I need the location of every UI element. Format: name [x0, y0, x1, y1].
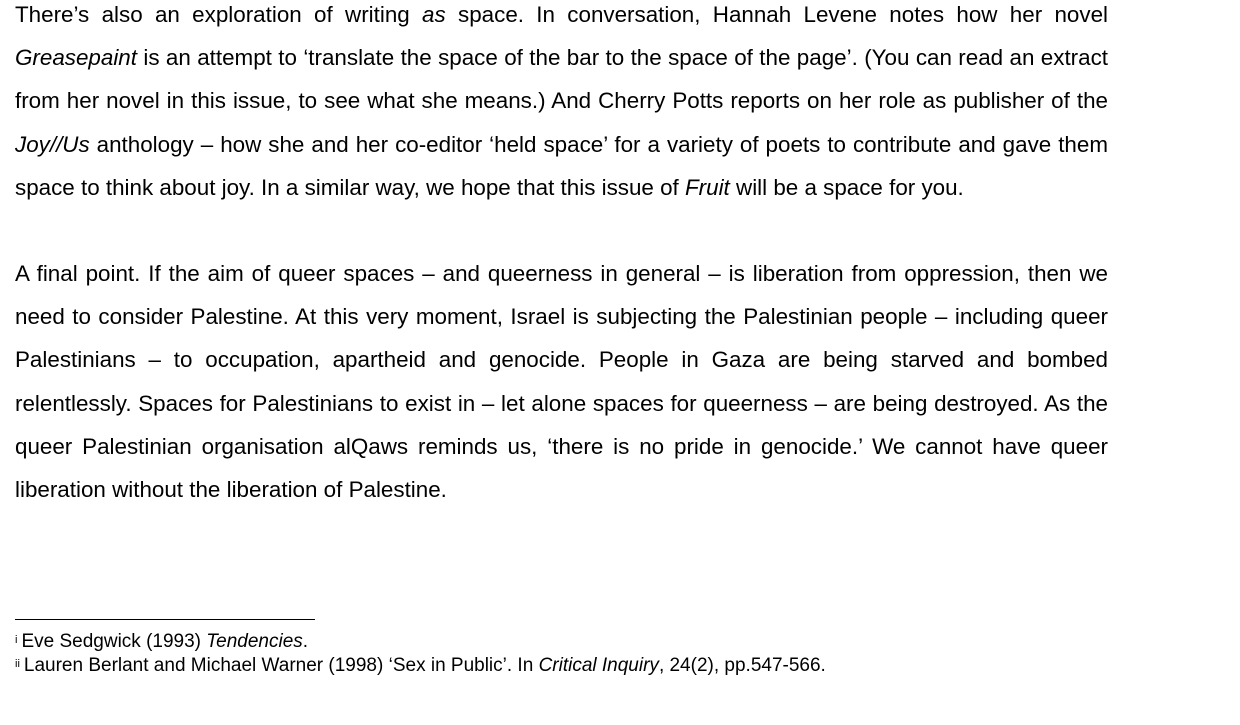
paragraph-text: There’s also an exploration of writing — [15, 2, 423, 27]
footnote-text-after: , 24(2), pp.547-566. — [658, 655, 826, 676]
paragraph-exploration — [15, 0, 1108, 209]
footnote-italic-title: Tendencies — [206, 631, 303, 652]
footnote-2 — [15, 654, 1115, 678]
italic-title-greasepaint: Greasepaint — [15, 45, 137, 71]
italic-title-joy-us: Joy//Us — [15, 131, 90, 157]
footnote-marker: i — [15, 634, 18, 646]
paragraph-text: is an attempt to ‘translate the space of the bar to the space of the page’. (You can read an extract from her novel in this issue, to see what she means.) And Cherry Potts reports on her role as publisher of the — [15, 45, 1108, 114]
paragraph-text: will be a space for you. — [729, 174, 964, 200]
footnotes — [15, 630, 1115, 678]
footnote-italic-title: Critical Inquiry — [538, 655, 659, 676]
footnote-text: Eve Sedgwick (1993) — [21, 631, 207, 652]
italic-title-fruit: Fruit — [685, 174, 730, 200]
paragraph-text: space. In conversation, Hannah Levene notes how her novel — [445, 2, 1108, 27]
paragraph-palestine: A final point. If the aim of queer spaces – and queerness in general – is liberation from oppression, then we need to consider Palestine. At this very moment, Israel is subjecting the Palestinian people – including queer Palestinians – to occupation, apartheid and genocide. People in Gaza are being starved and bombed relentlessly. Spaces for Palestinians to exist in – let alone spaces for queerness – are being destroyed. As the queer Palestinian organisation alQaws reminds us, ‘there is no pride in genocide.’ We cannot have queer liberation without the liberation of Palestine. — [15, 261, 1108, 503]
footnote-1 — [15, 630, 1115, 654]
paragraph-text: anthology – how she and her co-editor ‘held space’ for a variety of poets to contribute and gave them space to think about joy. In a similar way, we hope that this issue of — [15, 131, 1108, 200]
footnote-text: Lauren Berlant and Michael Warner (1998) ‘Sex in Public’. In — [23, 655, 539, 676]
italic-text: as — [422, 2, 446, 27]
footnote-separator — [15, 619, 315, 620]
footnote-text-after: . — [302, 631, 309, 652]
document-body — [15, 0, 1108, 511]
footnote-marker: ii — [15, 658, 20, 670]
